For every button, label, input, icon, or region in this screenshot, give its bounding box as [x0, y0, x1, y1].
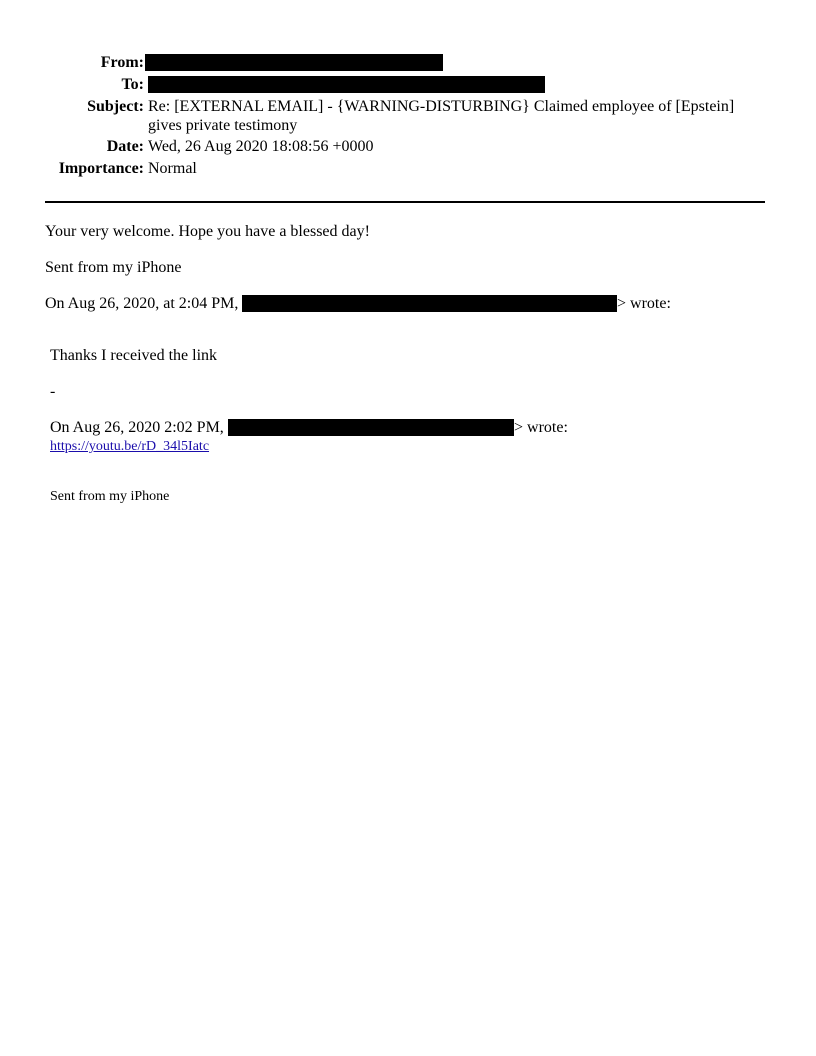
- reply-text: Your very welcome. Hope you have a blessed day!: [45, 223, 370, 240]
- quote-1-redaction: [242, 295, 617, 312]
- header-divider: [45, 201, 765, 203]
- youtube-link-row: [50, 436, 209, 457]
- quote-2-prefix: On Aug 26, 2020 2:02 PM,: [50, 419, 224, 436]
- quote-1-header: [45, 294, 238, 314]
- from-label: From:: [100, 54, 144, 71]
- quote-1-prefix: On Aug 26, 2020, at 2:04 PM,: [45, 295, 239, 312]
- subject-label: Subject:: [87, 98, 144, 115]
- to-redaction: [148, 76, 545, 93]
- signature-2: Sent from my iPhone: [50, 489, 170, 504]
- to-label: To:: [121, 76, 144, 93]
- subject-line-1: Re: [EXTERNAL EMAIL] - {WARNING-DISTURBING} Claimed employee of [Epstein]: [148, 98, 735, 115]
- importance-value: Normal: [148, 160, 197, 177]
- date-value: Wed, 26 Aug 2020 18:08:56 +0000: [148, 138, 374, 155]
- date-row: [0, 137, 816, 157]
- from-redaction: [145, 54, 443, 71]
- importance-label: Importance:: [58, 160, 144, 177]
- importance-row: [0, 159, 816, 179]
- quote-1-suffix: > wrote:: [617, 295, 671, 312]
- youtube-link[interactable]: https://youtu.be/rD_34l5Iatc: [50, 439, 210, 454]
- date-label: Date:: [106, 138, 144, 155]
- quoted-text: Thanks I received the link: [50, 347, 218, 364]
- quote-2-suffix: > wrote:: [514, 419, 568, 436]
- subject-row-2: [0, 116, 816, 136]
- subject-line-2: gives private testimony: [148, 117, 298, 134]
- subject-row: [0, 97, 816, 117]
- signature-1: Sent from my iPhone: [45, 259, 182, 276]
- quote-dash: -: [50, 383, 56, 400]
- quote-2-redaction: [228, 419, 514, 436]
